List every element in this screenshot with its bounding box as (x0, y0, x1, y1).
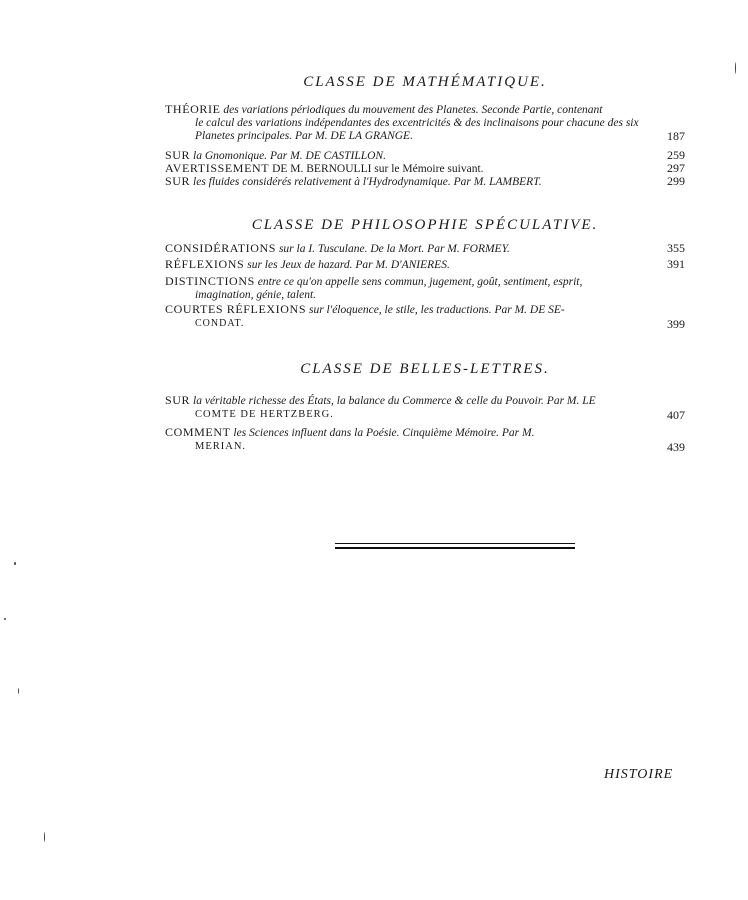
entry-lead: RÉFLEXIONS (165, 257, 245, 271)
section-heading-belles-lettres: CLASSE DE BELLES-LETTRES. (300, 361, 550, 377)
entry-text: les Sciences influent dans la Poésie. Cinquième Mémoire. Par M. (233, 427, 535, 439)
entry-lead: COURTES RÉFLEXIONS (165, 302, 307, 316)
entry-text: entre ce qu'on appelle sens commun, jugement, goût, sentiment, esprit, (257, 276, 583, 288)
page-number: 297 (667, 161, 685, 175)
paper-speck (735, 62, 736, 74)
entry-continuation: MERIAN. (195, 441, 247, 452)
toc-entry-avertissement (165, 162, 685, 175)
page-number: 299 (667, 174, 685, 188)
page-number: 439 (667, 440, 685, 454)
paper-speck (14, 562, 16, 565)
entry-text: sur les Jeux de hazard. Par M. D'ANIERES. (247, 259, 450, 271)
entry-continuation: Planetes principales. Par M. DE LA GRANGE. (195, 130, 413, 142)
entry-lead: DISTINCTIONS (165, 274, 255, 288)
catchword: HISTOIRE (604, 767, 674, 782)
entry-text: des variations périodiques du mouvement des Planetes. Seconde Partie, contenant (223, 104, 603, 116)
entry-continuation: COMTE DE HERTZBERG. (195, 409, 334, 420)
toc-entry-distinctions (165, 275, 685, 303)
page-number: 391 (667, 257, 685, 271)
page-number: 259 (667, 148, 685, 162)
entry-lead: COMMENT (165, 425, 231, 439)
entry-continuation: CONDAT. (195, 318, 245, 329)
entry-text: sur la I. Tusculane. De la Mort. Par M. FORMEY. (278, 243, 510, 255)
toc-entry-courtes-reflexions (165, 303, 685, 331)
entry-text: les fluides considérés relativement à l'Hydrodynamique. Par M. LAMBERT. (193, 176, 542, 188)
paper-speck (4, 618, 6, 620)
page-number: 407 (667, 408, 685, 422)
entry-continuation: imagination, génie, talent. (195, 289, 317, 301)
entry-lead: AVERTISSEMENT (165, 161, 270, 175)
toc-entry-fluides (165, 175, 685, 188)
entry-lead: SUR (165, 174, 191, 188)
paper-speck (44, 832, 45, 842)
entry-continuation: le calcul des variations indépendantes des excentricités & des inclinaisons pour chacune des six (195, 117, 639, 129)
entry-text: DE M. BERNOULLI sur le Mémoire suivant. (272, 163, 484, 175)
entry-lead: SUR (165, 393, 191, 407)
page-number: 355 (667, 241, 685, 255)
entry-lead: SUR (165, 148, 191, 162)
entry-lead: CONSIDÉRATIONS (165, 241, 277, 255)
page-number: 187 (667, 129, 685, 143)
toc-entry-comment (165, 426, 685, 454)
section-heading-philosophie: CLASSE DE PHILOSOPHIE SPÉCULATIVE. (251, 217, 599, 233)
entry-text: la Gnomonique. Par M. DE CASTILLON. (193, 150, 386, 162)
page-number: 399 (667, 317, 685, 331)
ornamental-rule-thin (335, 543, 575, 544)
toc-entry-theorie (165, 103, 685, 143)
ornamental-rule-thick (335, 547, 575, 549)
toc-entry-reflexions (165, 258, 685, 271)
paper-speck (18, 688, 19, 694)
entry-text: la véritable richesse des États, la balance du Commerce & celle du Pouvoir. Par M. LE (193, 395, 596, 407)
entry-lead: THÉORIE (165, 102, 221, 116)
section-heading-mathematique: CLASSE DE MATHÉMATIQUE. (303, 74, 547, 90)
toc-entry-richesse (165, 394, 685, 422)
toc-entry-considerations (165, 242, 685, 255)
entry-text: sur l'éloquence, le stile, les traductions. Par M. DE SE- (308, 304, 565, 316)
